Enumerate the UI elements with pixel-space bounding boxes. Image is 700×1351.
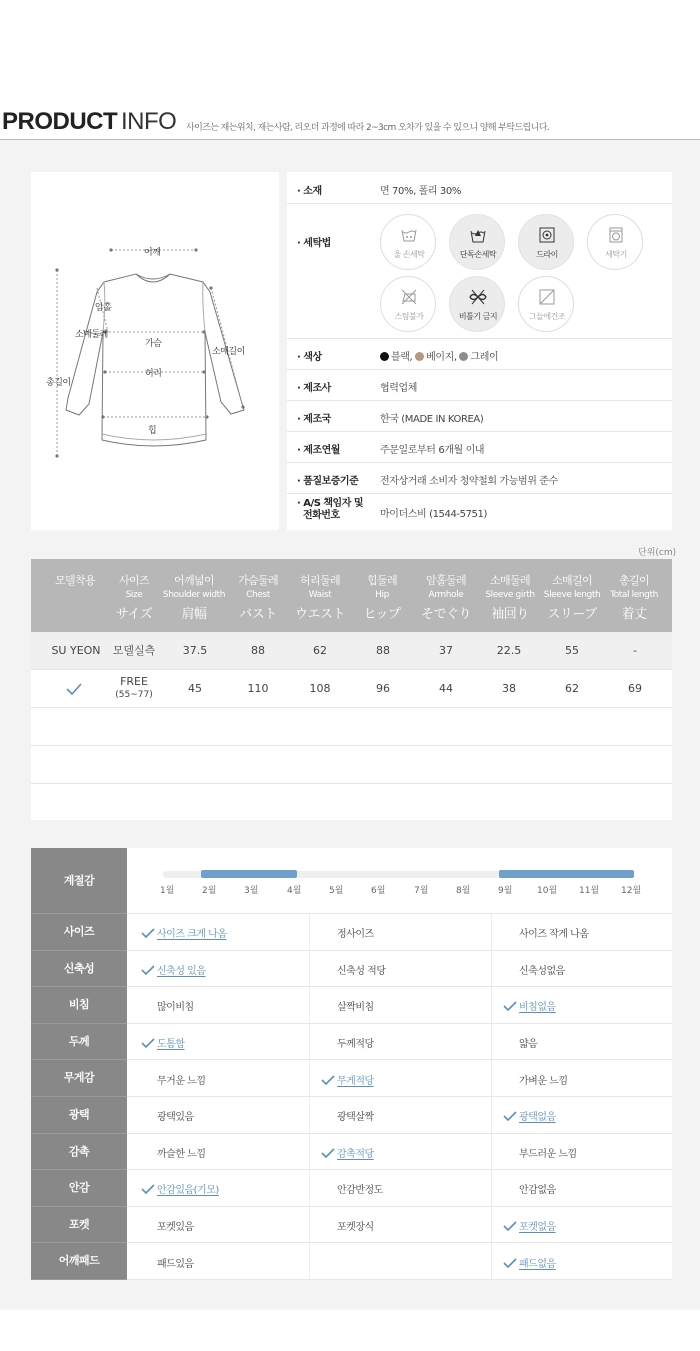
column-divider [309, 1024, 310, 1061]
wash-machine [587, 214, 643, 270]
empty-row [31, 784, 672, 822]
season-label: 계절감 [31, 848, 127, 914]
feature-row [127, 1097, 672, 1134]
title-product: PRODUCT [2, 108, 118, 135]
column-divider [309, 1134, 310, 1171]
feature-option-selected: 무게적당 [321, 1072, 374, 1087]
table-cell: - [633, 644, 637, 657]
season-row [127, 848, 672, 914]
feature-label: 광택 [31, 1097, 127, 1134]
info-row-quality [287, 463, 672, 494]
no-steam-icon [400, 288, 418, 306]
column-divider [491, 951, 492, 988]
size-notice: 사이즈는 재는위치, 재는사람, 리오더 과정에 따라 2~3cm 오차가 있을 수 있으니 양해 부탁드립니다. [186, 123, 550, 133]
label-chest: 가슴 [145, 339, 162, 349]
wash-name: 드라이 [536, 250, 558, 259]
feature-option: 신축성 적당 [337, 965, 386, 977]
country-label: · 제조국 [297, 414, 331, 425]
table-cell: 96 [376, 682, 390, 695]
shade-dry-icon [538, 288, 556, 306]
month-label: 7월 [414, 886, 429, 896]
free-size-cell: FREE (55~77) [115, 675, 153, 700]
feature-option: 광택있음 [157, 1112, 194, 1124]
check-icon [321, 1075, 335, 1085]
column-divider [491, 914, 492, 951]
col-shoulder: 어깨넓이 Shoulder width 肩幅 [162, 574, 226, 622]
month-label: 4월 [287, 886, 302, 896]
col-size: 사이즈 Size サイズ [115, 574, 153, 622]
date-value: 주문일로부터 6개월 이내 [380, 445, 485, 456]
col-hip: 힙둘레 Hip ヒップ [363, 574, 401, 622]
feature-option: 까슬한 느낌 [157, 1148, 206, 1160]
check-icon [141, 965, 155, 975]
quality-label: · 품질보증기준 [297, 476, 359, 487]
wash-name: 세탁기 [605, 250, 627, 259]
col-waist: 허리둘레 Waist ウエスト [294, 574, 345, 622]
maker-label: · 제조사 [297, 383, 331, 394]
table-cell: 38 [502, 682, 516, 695]
feature-option-selected: 감촉적당 [321, 1145, 374, 1160]
check-icon [66, 683, 82, 695]
check-icon [503, 1221, 517, 1231]
info-row-wash [287, 204, 672, 339]
wash-separate-hand [449, 214, 505, 270]
column-divider [491, 1207, 492, 1244]
feature-row [127, 914, 672, 951]
column-divider [491, 1097, 492, 1134]
table-cell: 62 [313, 644, 327, 657]
column-divider [309, 1097, 310, 1134]
feature-row [127, 1243, 672, 1280]
table-cell: 22.5 [496, 644, 522, 657]
column-divider [309, 1170, 310, 1207]
wash-name: 단독손세탁 [459, 250, 497, 259]
date-label: · 제조연월 [297, 445, 340, 456]
empty-row [31, 746, 672, 784]
feature-row [127, 1134, 672, 1171]
month-label: 6월 [371, 886, 386, 896]
wash-wool-hand [380, 214, 436, 270]
wash-dry-clean [518, 214, 574, 270]
unit-label: 단위(cm) [638, 548, 677, 558]
table-cell: 88 [251, 644, 265, 657]
column-divider [491, 987, 492, 1024]
feature-label: 신축성 [31, 951, 127, 988]
table-cell: 108 [309, 682, 331, 695]
month-label: 10월 [537, 886, 558, 896]
feature-option: 포켓장식 [337, 1222, 374, 1234]
feature-option: 패드있음 [157, 1258, 194, 1270]
quality-value: 전자상거래 소비자 청약철회 가능범위 준수 [380, 476, 558, 487]
feature-option-selected: 비침없음 [503, 998, 556, 1013]
info-row-date [287, 432, 672, 463]
maker-value: 협력업체 [380, 383, 418, 394]
feature-option: 얇음 [519, 1039, 538, 1051]
feature-label: 포켓 [31, 1207, 127, 1244]
material-label: · 소재 [297, 186, 322, 197]
label-sleeve-girth: 소매둘레 [75, 330, 108, 340]
table-cell: 모델실측 [112, 644, 156, 657]
black-swatch [380, 352, 389, 361]
feature-option: 광택살짝 [337, 1112, 374, 1124]
column-divider [491, 1024, 492, 1061]
feature-option-selected: 패드없음 [503, 1255, 556, 1270]
feature-row [127, 1170, 672, 1207]
wash-name: 비틀기 금지 [458, 312, 498, 321]
feature-option: 정사이즈 [337, 929, 374, 941]
feature-table [31, 848, 672, 1280]
month-label: 8월 [456, 886, 471, 896]
column-divider [309, 914, 310, 951]
feature-option: 두께적당 [337, 1039, 374, 1051]
as-label: · A/S 책임자 및 전화번호 [297, 498, 363, 521]
feature-option: 사이즈 작게 나옴 [519, 929, 589, 941]
info-row-as [287, 494, 672, 530]
washing-machine-icon [607, 226, 625, 244]
feature-row [127, 987, 672, 1024]
col-chest: 가슴둘레 Chest バスト [237, 574, 279, 622]
country-value: 한국 (MADE IN KOREA) [380, 414, 484, 425]
feature-option: 포켓있음 [157, 1222, 194, 1234]
label-hip: 힙 [148, 426, 157, 436]
check-icon [503, 1258, 517, 1268]
feature-label: 사이즈 [31, 914, 127, 951]
feature-label: 비침 [31, 987, 127, 1024]
feature-option-selected: 사이즈 크게 나옴 [141, 925, 226, 940]
info-row-color [287, 339, 672, 370]
column-divider [491, 1170, 492, 1207]
feature-option: 부드러운 느낌 [519, 1148, 577, 1160]
beige-swatch [415, 352, 424, 361]
size-table [31, 559, 672, 820]
month-label: 1월 [160, 886, 175, 896]
feature-option-selected: 포켓없음 [503, 1218, 556, 1233]
no-wring-icon [469, 288, 487, 306]
column-divider [309, 951, 310, 988]
col-model: 모델착용 [54, 574, 96, 587]
table-cell: 37 [439, 644, 453, 657]
feature-label: 어깨패드 [31, 1243, 127, 1280]
feature-option: 신축성없음 [519, 965, 565, 977]
table-cell: 44 [439, 682, 453, 695]
column-divider [309, 1060, 310, 1097]
month-label: 3월 [244, 886, 259, 896]
feature-option: 살짝비침 [337, 1002, 374, 1014]
label-armhole: 암홀 [95, 303, 112, 313]
label-sleeve-length: 소매길이 [212, 347, 245, 357]
feature-row [127, 1207, 672, 1244]
feature-option-selected: 광택없음 [503, 1108, 556, 1123]
title-info: INFO [121, 108, 177, 135]
feature-option-selected: 안감있음(기모) [141, 1181, 219, 1196]
feature-option: 무거운 느낌 [157, 1075, 206, 1087]
column-divider [309, 987, 310, 1024]
month-label: 9월 [498, 886, 513, 896]
measurement-diagram [31, 172, 279, 530]
month-label: 12월 [621, 886, 642, 896]
info-row-maker [287, 370, 672, 401]
feature-option: 안감반정도 [337, 1185, 383, 1197]
color-label: · 색상 [297, 352, 322, 363]
check-icon [321, 1148, 335, 1158]
month-label: 5월 [329, 886, 344, 896]
month-label: 11월 [579, 886, 600, 896]
product-info-header [0, 108, 700, 138]
check-icon [141, 928, 155, 938]
label-shoulder: 어깨 [144, 248, 161, 258]
table-cell: 37.5 [182, 644, 208, 657]
feature-option-selected: 신축성 있음 [141, 962, 205, 977]
size-table-header [31, 559, 672, 632]
col-armhole: 암홀둘레 Armhole そでぐり [420, 574, 471, 622]
product-info-table [287, 172, 672, 530]
column-divider [309, 1207, 310, 1244]
feature-row [127, 1024, 672, 1061]
table-cell: 45 [188, 682, 202, 695]
feature-option: 안감없음 [519, 1185, 556, 1197]
info-row-material [287, 172, 672, 204]
feature-option-selected: 도톰함 [141, 1035, 184, 1050]
season-bar-spring [201, 870, 297, 878]
season-bar-autumn [499, 870, 634, 878]
dry-clean-icon [538, 226, 556, 244]
wash-label: · 세탁법 [297, 238, 331, 249]
table-cell: SU YEON [51, 644, 101, 657]
wash-no-wring [449, 276, 505, 332]
wash-name: 스팀불가 [394, 312, 424, 321]
table-cell: 62 [565, 682, 579, 695]
wash-no-steam [380, 276, 436, 332]
check-icon [503, 1001, 517, 1011]
feature-label: 감촉 [31, 1134, 127, 1171]
separate-hand-wash-icon [469, 226, 487, 244]
month-label: 2월 [202, 886, 217, 896]
column-divider [491, 1060, 492, 1097]
feature-row [127, 1060, 672, 1097]
table-cell: 88 [376, 644, 390, 657]
feature-label: 무게감 [31, 1060, 127, 1097]
column-divider [491, 1134, 492, 1171]
free-size-row [31, 670, 672, 708]
wash-name: 그늘에건조 [528, 312, 566, 321]
table-cell: 110 [247, 682, 269, 695]
color-values: 블랙, 베이지, 그레이 [380, 348, 498, 363]
gray-swatch [459, 352, 468, 361]
empty-row [31, 708, 672, 746]
col-sleeve-girth: 소매둘레 Sleeve girth 袖回り [485, 574, 535, 622]
column-divider [309, 1243, 310, 1280]
label-waist: 허리 [145, 369, 162, 379]
info-row-country [287, 401, 672, 432]
table-cell: 69 [628, 682, 642, 695]
column-divider [491, 1243, 492, 1280]
check-icon [503, 1111, 517, 1121]
check-icon [141, 1184, 155, 1194]
wash-name: 울 손세탁 [393, 250, 425, 259]
material-value: 면 70%, 폴리 30% [380, 186, 461, 197]
feature-label: 두께 [31, 1024, 127, 1061]
col-sleeve-length: 소매길이 Sleeve length スリーブ [543, 574, 601, 622]
feature-option: 가벼운 느낌 [519, 1075, 568, 1087]
wash-shade-dry [518, 276, 574, 332]
hand-wash-icon [400, 226, 418, 244]
as-value: 마이더스비 (1544-5751) [380, 509, 487, 520]
feature-option: 많이비침 [157, 1002, 194, 1014]
table-cell: 55 [565, 644, 579, 657]
col-total-length: 총길이 Total length 着丈 [610, 574, 658, 622]
check-icon [141, 1038, 155, 1048]
feature-label: 안감 [31, 1170, 127, 1207]
model-row [31, 632, 672, 670]
label-total-length: 총길이 [46, 378, 71, 388]
feature-row [127, 951, 672, 988]
